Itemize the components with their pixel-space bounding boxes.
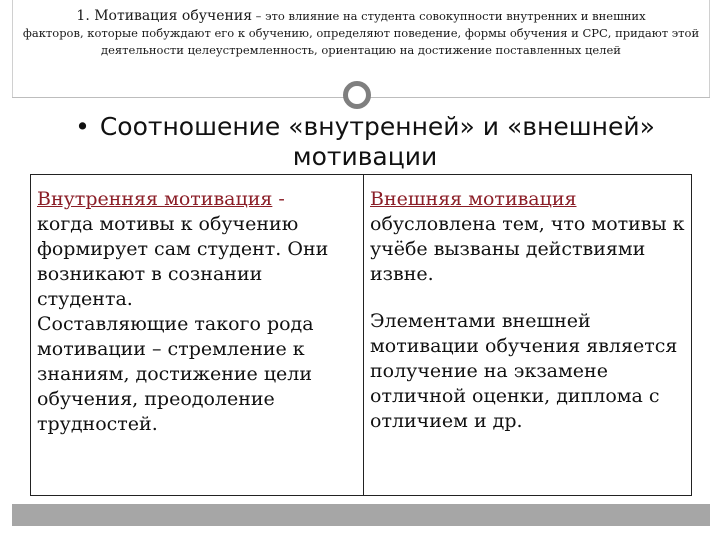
external-motivation-text1: обусловлена тем, что мотивы к учёбе вызваны действиями извне. <box>370 213 685 285</box>
header-first-line <box>12 8 710 25</box>
subtitle-text: Соотношение «внутренней» и «внешней» мотивации <box>99 112 655 171</box>
internal-motivation-title: Внутренняя мотивация <box>37 188 273 210</box>
internal-motivation-title-suffix: - <box>272 188 285 210</box>
internal-motivation-intro <box>37 187 357 212</box>
header-rest-text: факторов, которые побуждают его к обучению, определяют поведение, формы обучения и СРС, придают этой деятельности целеустремленность, ориентацию на достижение поставленных целей <box>22 26 700 57</box>
footer-bar <box>12 504 710 526</box>
header-lead: 1. Мотивация обучения <box>76 8 253 24</box>
header-line1-text: это влияние на студента совокупности внутренних и внешних <box>265 9 646 23</box>
bullet-icon: • <box>75 112 90 141</box>
external-motivation-intro <box>370 187 685 212</box>
header-dash: – <box>252 9 266 23</box>
ring-ornament-icon <box>343 81 371 109</box>
comparison-table <box>30 174 692 496</box>
column-spacer <box>370 287 685 309</box>
internal-motivation-column <box>31 175 364 495</box>
internal-motivation-text2: Составляющие такого рода мотивации – стремление к знаниям, достижение цели обучения, преодоление трудностей. <box>37 313 314 435</box>
external-motivation-text2: Элементами внешней мотивации обучения является получение на экзамене отличной оценки, диплома с отличием и др. <box>370 310 678 432</box>
slide-subtitle <box>70 112 660 172</box>
external-motivation-column <box>364 175 691 495</box>
internal-motivation-text1: когда мотивы к обучению формирует сам студент. Они возникают в сознании студента. <box>37 213 329 310</box>
external-motivation-title: Внешняя мотивация <box>370 188 577 210</box>
